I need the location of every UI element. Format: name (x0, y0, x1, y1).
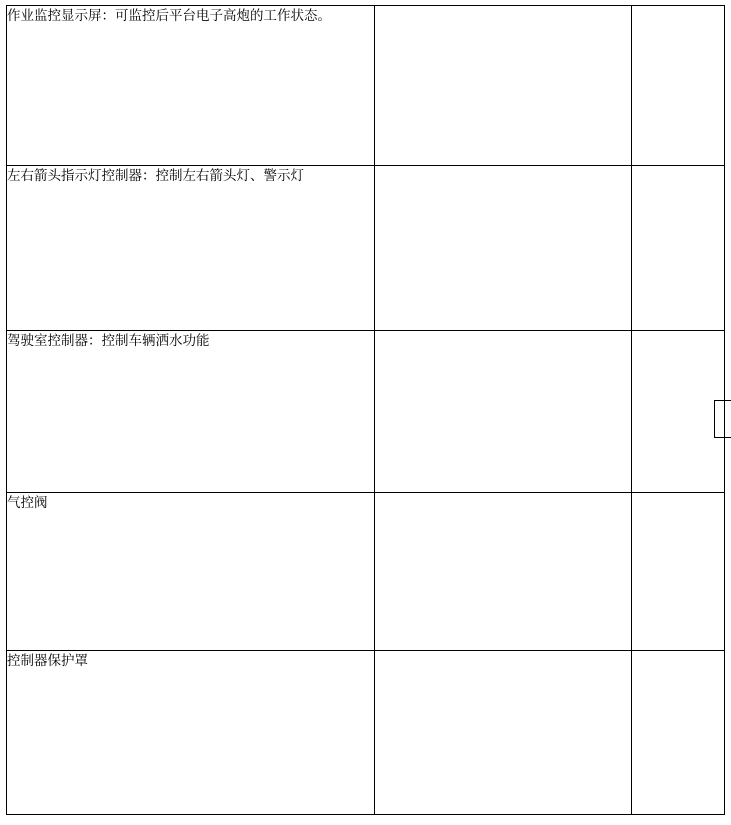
description-text: 作业监控显示屏：可监控后平台电子高炮的工作状态。 (7, 8, 331, 24)
spec-table (6, 5, 725, 815)
blank-cell (631, 6, 724, 166)
description-text: 左右箭头指示灯控制器：控制左右箭头灯、警示灯 (7, 168, 304, 184)
blank-cell (631, 651, 724, 815)
description-cell-monitor-display (7, 6, 375, 166)
blank-cell (631, 331, 724, 493)
photo-cell-monitor-display (375, 6, 632, 166)
blank-cell (631, 166, 724, 331)
table-row (7, 651, 725, 815)
description-cell-arrow-light-controller (7, 166, 375, 331)
photo-cell-cab-controller (375, 331, 632, 493)
photo-cell-controller-cover (375, 651, 632, 815)
description-cell-controller-cover (7, 651, 375, 815)
table-row (7, 331, 725, 493)
description-text: 气控阀 (7, 495, 48, 511)
photo-cell-arrow-light-controller (375, 166, 632, 331)
table-row (7, 493, 725, 651)
table-row (7, 6, 725, 166)
blank-cell (631, 493, 724, 651)
description-text: 驾驶室控制器：控制车辆洒水功能 (7, 333, 210, 349)
description-cell-cab-controller (7, 331, 375, 493)
description-text: 控制器保护罩 (7, 653, 88, 669)
description-cell-air-control-valve (7, 493, 375, 651)
table-row (7, 166, 725, 331)
photo-cell-air-control-valve (375, 493, 632, 651)
page-edge-artifact (714, 400, 731, 438)
